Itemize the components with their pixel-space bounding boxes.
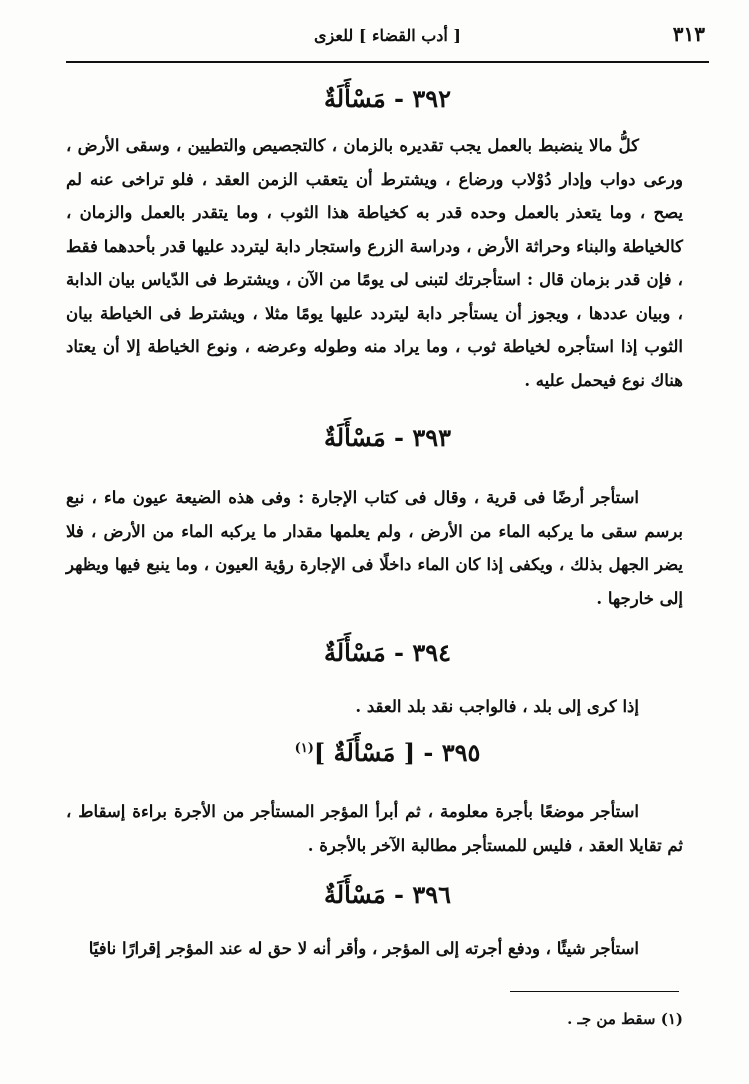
header-rule	[66, 61, 709, 63]
paragraph-text: استأجر شيئًا ، ودفع أجرته إلى المؤجر ، وأقر أنه لا حق له عند المؤجر إقرارًا نافيًا	[88, 939, 639, 958]
section-heading-396: ٣٩٦ - مَسْأَلَةٌ	[323, 880, 452, 909]
section-paragraph-395	[66, 795, 683, 862]
paragraph-text: استأجر أرضًا فى قرية ، وقال فى كتاب الإجارة : وفى هذه الضيعة عيون ماء ، نبع برسم سقى ما يركبه الماء من الأرض ، ولم يعلمها مقدار ما يركبه الماء من الأرض ، فلا يضر الجهل بذلك ، ويكفى إذا كان الماء داخلًا فى الإجارة رؤية العيون ، وما ينبع فيها ويظهر إلى خارجها .	[66, 488, 683, 608]
footnote-marker: (١)	[294, 741, 314, 756]
paragraph-text: كلُّ مالا ينضبط بالعمل يجب تقديره بالزمان ، كالتجصيص والتطيين ، وسقى الأرض ، ورعى دواب وإدار دُوْلاب ورضاع ، ويشترط أن يتعقب الزمن العقد ، فلو تراخى عنه لم يصح ، وما يتعذر بالعمل وحده قدر به كخياطة هذا الثوب ، وما يتقدر بالعمل والزمان ، كالخياطة والبناء وحراثة الأرض ، ودراسة الزرع واستجار دابة ليتردد عليها قدر بأحدهما فقط ، فإن قدر بزمان قال : استأجرتك لتبنى لى يومًا من الآن ، ويشترط فى الدّياس بيان الدابة ، وبيان عددها ، ويجوز أن يستأجر دابة ليتردد عليها يومًا مثلا ، ويشترط فى الخياطة بيان الثوب إذا استأجره لخياطة ثوب ، وما يراد منه وطوله وعرضه ، ونوع الخياطة إلا أن يعتاد هناك نوع فيحمل عليه .	[66, 136, 683, 390]
footnote-rule	[510, 991, 679, 992]
section-paragraph-393	[66, 481, 683, 615]
footnote: (١) سقط من جـ .	[567, 1010, 683, 1028]
section-paragraph-396	[66, 932, 683, 966]
section-heading-393: ٣٩٣ - مَسْأَلَةٌ	[323, 423, 452, 452]
heading-text: ٣٩٥ - [ مَسْأَلَةٌ ]	[313, 738, 481, 767]
page-number: ٣١٣	[672, 22, 705, 46]
section-heading-392: ٣٩٢ - مَسْأَلَةٌ	[323, 84, 452, 113]
section-paragraph-392	[66, 129, 683, 397]
section-heading-395	[66, 738, 709, 767]
page-header	[66, 22, 709, 50]
paragraph-text: إذا كرى إلى بلد ، فالواجب نقد بلد العقد .	[355, 697, 639, 716]
section-paragraph-394	[66, 690, 683, 724]
section-heading-394: ٣٩٤ - مَسْأَلَةٌ	[323, 638, 452, 667]
running-title: [ أدب القضاء ] للعزى	[314, 26, 461, 45]
paragraph-text: استأجر موضعًا بأجرة معلومة ، ثم أبرأ المؤجر المستأجر من الأجرة براءة إسقاط ، ثم تقايلا العقد ، فليس للمستأجر مطالبة الآخر بالأجرة .	[66, 802, 683, 855]
